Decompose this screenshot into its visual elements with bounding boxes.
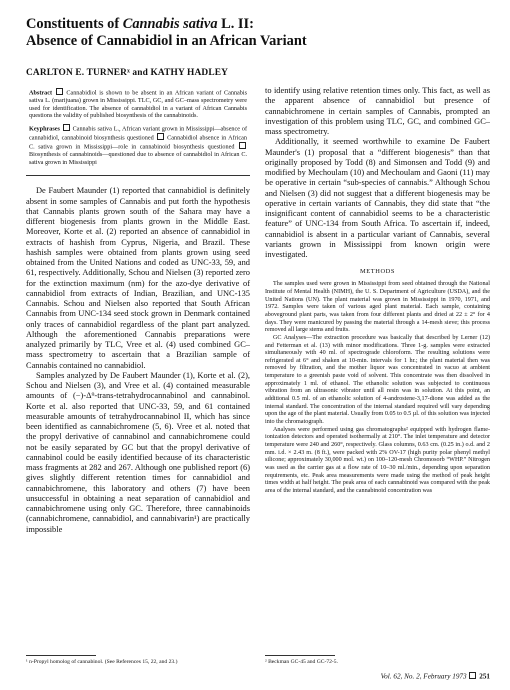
methods-heading: METHODS — [359, 268, 396, 276]
checkbox-glyph-icon — [157, 133, 164, 140]
methods-text — [265, 281, 490, 495]
footnote-left: ¹ n-Propyl homolog of cannabinol. (See References 15, 22, and 23.) — [26, 659, 178, 665]
checkbox-glyph-icon — [239, 142, 246, 149]
body-paragraph: to identify using relative retention times only. This fact, as well as the apparent absence of cannabidiol but presence of cannabichromene in certain samples of Cannabis, prompted an investigation of this problem using TLC, GC, and combined GC–mass spectrometry. — [265, 86, 490, 136]
intro-text-continued — [265, 86, 490, 260]
keyphrases-paragraph: Keyphrases Cannabis sativa L., African variant grown in Mississippi—absence of cannabidiol, cannabinoid biosynthesis questioned Cannabidiol absence in African C. sativa grown in Mississippi—role in cannabinoid biosynthesis questioned Biosynthesis of cannabinoids—questioned due to absence of cannabidiol in African C. sativa grown in Mississippi — [29, 125, 248, 166]
intro-text — [26, 186, 250, 535]
abstract-block — [26, 86, 250, 176]
body-paragraph: De Faubert Maunder (1) reported that cannabidiol is definitely absent in some samples of Cannabis and put forth the hypothesis that Cannabis plants grown south of the Sahara may have a different biogenesis from plants grown in the Middle East. Moreover, Korte et al. (2) reported an absence of cannabidiol in extracts of hashish from Cyprus, Nigeria, and Brazil. These hashish samples were obtained from plants grown using seed obtained from the United Nations and coded as UNC-33, 59, and 61, respectively. Additionally, Schou and Nielsen (3) reported zero for the extinction maximum (nm) for the azo-dye derivative of cannabidiol from extracts of Indian, Brazilian, and UNC-135 Cannabis. Schou and Nielsen also reported that South African Cannabis from UNC-134 seed stock grown in Denmark contained only traces of cannabidiol regardless of the plant part analyzed. Although the aforementioned Cannabis preparations were analyzed primarily by TLC, Vree et al. (4) used combined GC–mass spectrometry to ascertain that a Brazilian sample of Cannabis contained no cannabidiol. — [26, 186, 250, 370]
title-line-2: Absence of Cannabidiol in an African Variant — [26, 33, 307, 49]
checkbox-glyph-icon — [63, 124, 70, 131]
body-paragraph: Additionally, it seemed worthwhile to examine De Faubert Maunder's (1) proposal that a “different biogenesis” than that originally proposed by Todd (8) and Simonsen and Todd (9) and modified by Mechoulam (10) and Mechoulam and Gaoni (11) may be operative in certain “sub-species of cannabis.” Although Schou and Nielsen (3) did not suggest that a different biogenesis may be operative in certain variants of Cannabis, they did state that “the insignificant content of cannabidiol seems to be a characteristic feature” of UNC-134 from South Africa. To ascertain if, indeed, cannabidiol is absent in a particular variant of Cannabis, several variants grown in Mississippi from known origin were investigated. — [265, 137, 490, 259]
footnote-rule-left — [26, 655, 96, 656]
left-column — [26, 86, 250, 535]
author-line: CARLTON E. TURNERˣ and KATHY HADLEY — [26, 68, 229, 78]
methods-paragraph: GC Analyses—The extraction procedure was basically that described by Lerner (12) and Fetterman et al. (13) with minor modifications. Three 1-g. samples were extracted simultaneously with 40 ml. of spectrograde chloroform. The resulting solutions were refrigerated at 6° and shaken at 10-min. intervals for 1 hr.; the plant material then was removed by filtration, and the mother liquor was concentrated in vacuo at ambient temperature to a greenish paste void of solvent. This concentrate was then dissolved in approximately 1 ml. of ethanol. The ethanolic solution was subjected to continuous vibration from an ultrasonic vibrator until all resin was in solution. At this point, an additional 0.5 ml. of an ethanolic solution of 4-androstene-3,17-dione was added as the internal standard. The concentration of the internal standard required will vary depending upon the age of the plant material. Usually from 0.05 to 0.5 µl. of this solution was injected into the chromatograph. — [265, 334, 490, 426]
methods-paragraph: The samples used were grown in Mississippi from seed obtained through the National Institute of Mental Health (NIMH), the U. S. Department of Agriculture (USDA), and the United Nations (UN). The plant material was grown in Mississippi in 1970, 1971, and 1972. Samples were taken of various aged plant material. Each sample, containing aboveground plant parts, was taken from four different plants and dried at 22 ± 2° for 4 days. They were manicured by passing the material through a 14-mesh sieve; this process removed all large stems and fruits. — [265, 281, 490, 334]
body-paragraph: Samples analyzed by De Faubert Maunder (1), Korte et al. (2), Schou and Nielsen (3), and Vree et al. (4) contained measurable amounts of (−)-Δ⁹-trans-tetrahydrocannabinol and cannabinol. Korte et al. also reported that UNC-33, 59, and 61 contained measurable amounts of tetrahydrocannabinol II, which has since been identified as cannabichromene (5, 6). Vree et al. noted that the propyl derivative of cannabinol and cannabichromene could not be easily separated by GC but that the propyl derivative of cannabinol could be easily identified because of its characteristic mass fragments at 282 and 267. Although one published report (6) gives slightly different retention times for cannabidiol and cannabichromene, this laboratory and others (7) have been unsuccessful in obtaining a neat separation of cannabidiol and cannabichromene using only GC. Therefore, three cannabinoids (cannabichromene, cannabidiol, and cannabivarin¹) are practically impossible — [26, 370, 250, 534]
title-line-1: Constituents of Cannabis sativa L. II: — [26, 16, 254, 32]
footnote-rule-right — [265, 655, 335, 656]
checkbox-glyph-icon — [469, 672, 476, 679]
article-title — [26, 16, 486, 50]
right-column — [265, 86, 490, 496]
methods-paragraph: Analyses were performed using gas chromatographs² equipped with hydrogen flame-ionization detectors and operated isothermally at 210°. The inlet temperature and detector temperature were 240 and 260°, respectively. Glass columns, 0.63 cm. (0.25 in.) o.d. and 2 mm. i.d. × 2.43 m. (8 ft.), were packed with 2% OV-17 (high purity polar phenyl methyl silicone; approximately 30,000 mol. wt.) on 100–120-mesh Chromosorb “WHP.” Nitrogen was used as the carrier gas at a flow rate of 10–30 ml./min., depending upon separation requirements, etc. Peak area measurements were made using the method of peak height times width at half height. The peak area of each cannabinoid was compared with the peak area of the internal standard, and the cannabinoid concentration was — [265, 426, 490, 494]
checkbox-glyph-icon — [56, 88, 63, 95]
abstract-paragraph: Abstract Cannabidiol is shown to be absent in an African variant of Cannabis sativa L. (marijuana) grown in Mississippi. TLC, GC, and GC–mass spectrometry were used for identification. The absence of cannabidiol in a variant of African Cannabis questions the validity of published biosynthesis of the cannabinoids. — [29, 89, 248, 120]
footnote-right: ² Beckman GC-45 and GC-72-5. — [265, 659, 338, 665]
page-folio: Vol. 62, No. 2, February 1973 251 — [380, 672, 490, 681]
